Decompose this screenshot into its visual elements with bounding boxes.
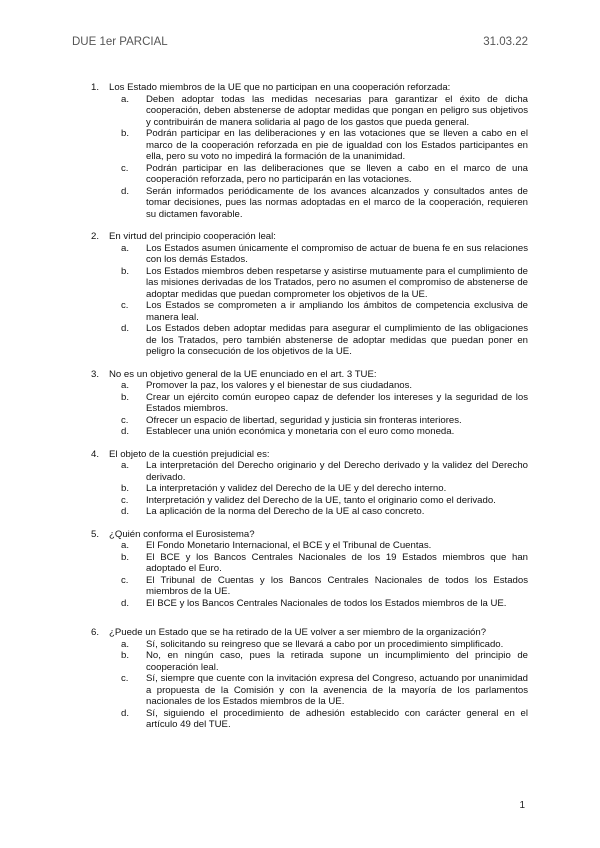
question-number: 6. (91, 627, 100, 638)
option-letter: c. (121, 414, 129, 426)
question-4 (91, 449, 528, 518)
option-text: Podrán participar en las deliberaciones y en las votaciones que se lleven a cabo en el marco de la cooperación reforzada en pie de igualdad con los Estados participantes en ella, pero su voto no impedirá la formación de la unanimidad. (146, 128, 528, 162)
option-letter: a. (121, 93, 130, 105)
answer-option (121, 540, 528, 552)
answer-option (121, 708, 528, 731)
option-letter: b. (121, 391, 130, 403)
question-number: 2. (91, 231, 100, 242)
question-stem (91, 529, 528, 541)
answer-option (121, 128, 528, 163)
question-number: 3. (91, 368, 100, 380)
question-5 (91, 529, 528, 610)
option-letter: c. (121, 673, 129, 684)
option-letter: a. (121, 540, 130, 551)
option-letter: d. (121, 707, 130, 719)
option-text: El Fondo Monetario Internacional, el BCE y el Tribunal de Cuentas. (146, 540, 432, 551)
header-title: DUE 1er PARCIAL (72, 36, 168, 48)
answer-option (121, 483, 528, 495)
option-text: Podrán participar en las deliberaciones que se lleven a cabo en el marco de una cooperación reforzada, pero no participarán en las votaciones. (146, 162, 528, 185)
option-letter: b. (121, 128, 130, 139)
answer-option (121, 300, 528, 323)
option-text: Sí, solicitando su reingreso que se llevará a cabo por un procedimiento simplificado. (146, 638, 504, 650)
option-letter: b. (121, 551, 130, 563)
option-letter: b. (121, 483, 130, 494)
option-text: Ofrecer un espacio de libertad, seguridad y justicia sin fronteras interiores. (146, 414, 462, 426)
answer-option (121, 575, 528, 598)
option-text: Promover la paz, los valores y el bienestar de sus ciudadanos. (146, 380, 413, 391)
question-text: No es un objetivo general de la UE enunciado en el art. 3 TUE: (109, 368, 377, 380)
question-stem (91, 231, 528, 243)
answer-option (121, 94, 528, 129)
answer-option (121, 380, 528, 392)
question-number: 1. (91, 82, 100, 93)
answer-option (121, 426, 528, 438)
option-text: Sí, siguiendo el procedimiento de adhesión establecido con carácter general en el artículo 49 del TUE. (146, 707, 528, 730)
question-text: ¿Quién conforma el Eurosistema? (109, 528, 255, 540)
answer-option (121, 552, 528, 575)
option-text: Serán informados periódicamente de los avances alcanzados y consultados antes de tomar decisiones, pues las normas adoptadas en el marco de la cooperación, requieren su dictamen favorable. (146, 185, 528, 220)
option-text: La interpretación y validez del Derecho de la UE y del derecho interno. (146, 483, 447, 494)
answer-option (121, 392, 528, 415)
option-letter: a. (121, 638, 130, 650)
option-text: El Tribunal de Cuentas y los Bancos Centrales Nacionales de todos los Estados miembros de la UE. (146, 574, 528, 597)
option-letter: a. (121, 380, 130, 391)
option-text: Sí, siempre que cuente con la invitación expresa del Congreso, actuando por unanimidad a propuesta de la Comisión y con la avenencia de la mayoría de los parlamentos nacionales de los Estados miembros de la UE. (146, 673, 528, 707)
question-stem (91, 627, 528, 639)
option-letter: d. (121, 506, 130, 517)
option-text: El BCE y los Bancos Centrales Nacionales de todos los Estados miembros de la UE. (146, 597, 507, 609)
option-letter: d. (121, 185, 130, 197)
question-stem (91, 369, 528, 381)
page-header (72, 36, 528, 48)
question-3 (91, 369, 528, 438)
answer-option (121, 650, 528, 673)
question-text: Los Estado miembros de la UE que no participan en una cooperación reforzada: (109, 82, 451, 93)
option-letter: a. (121, 460, 130, 471)
question-stem (91, 82, 528, 94)
option-text: Crear un ejército común europeo capaz de defender los intereses y la seguridad de los Estados miembros. (146, 391, 528, 414)
option-letter: c. (121, 162, 129, 174)
option-text: No, en ningún caso, pues la retirada supone un incumplimiento del principio de cooperación leal. (146, 650, 528, 673)
option-text: Los Estados asumen únicamente el compromiso de actuar de buena fe en sus relaciones con los demás Estados. (146, 242, 528, 265)
question-text: El objeto de la cuestión prejudicial es: (109, 448, 270, 460)
option-letter: b. (121, 265, 130, 277)
answer-option (121, 598, 528, 610)
option-letter: d. (121, 426, 130, 437)
question-number: 5. (91, 528, 100, 540)
answer-option (121, 506, 528, 518)
option-letter: a. (121, 242, 130, 254)
answer-option (121, 495, 528, 507)
answer-option (121, 266, 528, 301)
option-letter: c. (121, 300, 129, 311)
answer-option (121, 163, 528, 186)
answer-option (121, 243, 528, 266)
option-letter: c. (121, 494, 129, 506)
question-1 (91, 82, 528, 220)
answer-option (121, 415, 528, 427)
question-list (91, 82, 528, 742)
option-text: La interpretación del Derecho originario y del Derecho derivado y la validez del Derecho derivado. (146, 460, 528, 483)
option-text: La aplicación de la norma del Derecho de la UE al caso concreto. (146, 506, 425, 517)
page-number: 1 (519, 800, 525, 811)
option-text: Los Estados miembros deben respetarse y asistirse mutuamente para el cumplimiento de las misiones derivadas de los Tratados, pero no asumen el compromiso de abstenerse de adoptar medidas que puedan comprometer los objetivos de la UE. (146, 265, 528, 300)
option-text: El BCE y los Bancos Centrales Nacionales de los 19 Estados miembros que han adoptado el Euro. (146, 551, 528, 574)
question-2 (91, 231, 528, 358)
question-text: ¿Puede un Estado que se ha retirado de la UE volver a ser miembro de la organización? (109, 627, 487, 638)
option-letter: d. (121, 323, 130, 334)
question-stem (91, 449, 528, 461)
answer-option (121, 673, 528, 708)
option-text: Los Estados se comprometen a ir ampliando los ámbitos de competencia exclusiva de manera leal. (146, 300, 528, 323)
option-text: Interpretación y validez del Derecho de la UE, tanto el originario como el derivado. (146, 494, 496, 506)
answer-option (121, 639, 528, 651)
option-letter: b. (121, 650, 130, 661)
option-text: Establecer una unión económica y monetaria con el euro como moneda. (146, 426, 455, 437)
option-letter: c. (121, 574, 129, 586)
option-letter: d. (121, 597, 130, 609)
header-date: 31.03.22 (483, 36, 528, 48)
answer-option (121, 186, 528, 221)
question-6 (91, 627, 528, 731)
option-text: Los Estados deben adoptar medidas para asegurar el cumplimiento de las obligaciones de los Tratados, pero también abstenerse de adoptar medidas que puedan poner en peligro la consecución de los objetivos de la UE. (146, 323, 528, 357)
question-number: 4. (91, 448, 100, 460)
question-text: En virtud del principio cooperación leal: (109, 231, 276, 242)
option-text: Deben adoptar todas las medidas necesarias para garantizar el éxito de dicha cooperación, deben abstenerse de adoptar medidas que pongan en peligro sus objetivos y contribuirán de manera solidaria al pago de los gastos que pueda general. (146, 93, 528, 128)
answer-option (121, 323, 528, 358)
answer-option (121, 460, 528, 483)
